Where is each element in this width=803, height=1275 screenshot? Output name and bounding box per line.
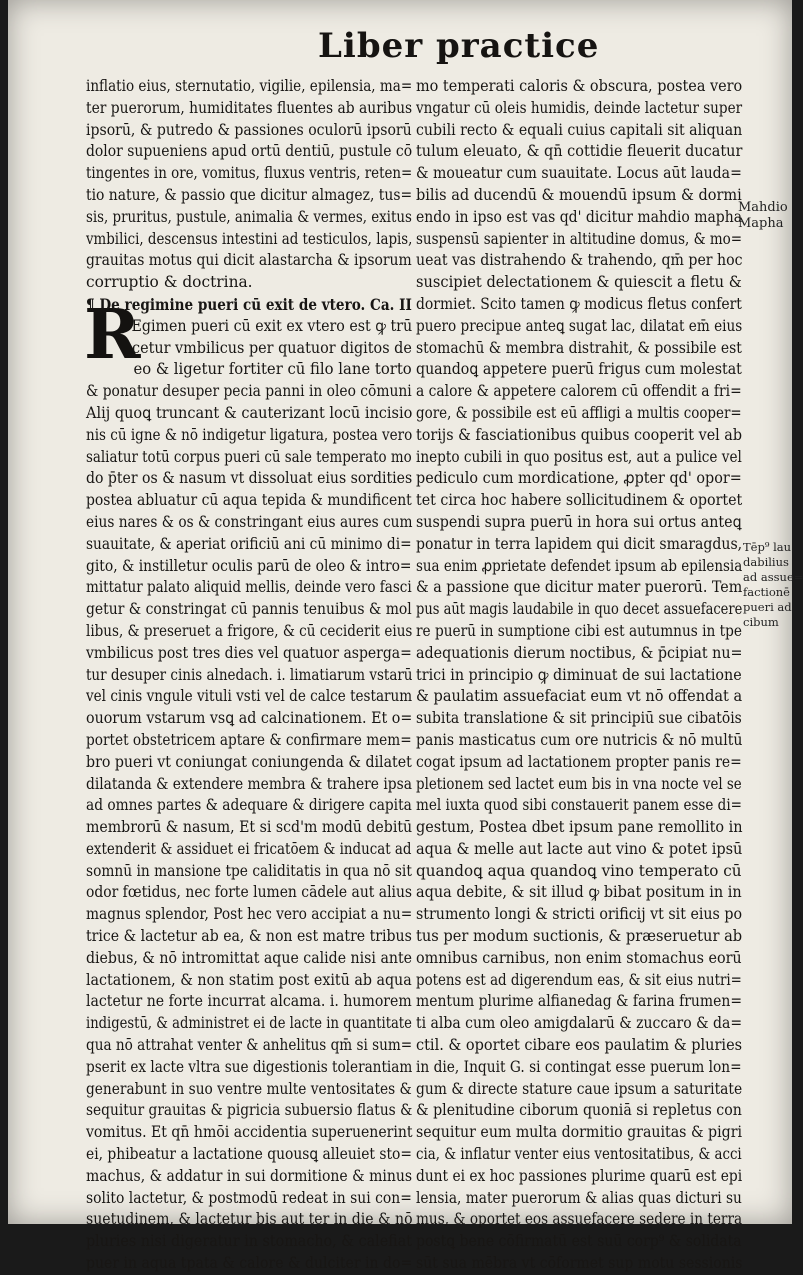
text-line: cetur vmbilicus per quatuor digitos de bbox=[132, 338, 412, 357]
margin-note-mahdio bbox=[738, 200, 788, 232]
text-line: subita translatione & sit principiū sue cibatōis bbox=[416, 709, 742, 728]
text-line: tet circa hoc habere sollicitudinem & oportet bbox=[416, 491, 743, 510]
text-line: pluries nisi digeratur in stomacho, & calefiat bbox=[86, 1232, 413, 1251]
left-text-column bbox=[86, 76, 416, 1275]
text-line: eo & ligetur fortiter cū filo lane torto bbox=[133, 360, 412, 379]
text-line: stomachū & membra distrahit, & possibile est bbox=[416, 338, 742, 357]
text-line: & plenitudine ciborum quoniā si repletus con bbox=[416, 1101, 742, 1120]
text-line: suscipiet delectationem & quiescit a fletu & bbox=[416, 273, 742, 292]
text-line: sequitur eum multa dormitio grauitas & pigri bbox=[416, 1123, 743, 1142]
margin-note-line: pueri ad bbox=[743, 600, 792, 614]
text-line: Alij quoꝗ truncant & cauterizant locū incisio bbox=[86, 403, 413, 422]
text-line: indigestū, & administret ei de lacte in quantitate bbox=[86, 1014, 412, 1033]
text-line: gestum, Postea dbet ipsum pane remollito in bbox=[416, 818, 743, 837]
text-line: solito lactetur, & postmodū redeat in sui con= bbox=[86, 1188, 412, 1207]
text-line: suauitate, & aperiat orificiū ani cū minimo di= bbox=[86, 534, 412, 553]
text-line: lensia, mater puerorum & alias quas dicturi su bbox=[416, 1188, 742, 1207]
text-line: cia, & inflatur venter eius ventositatibus, & acci bbox=[416, 1145, 742, 1164]
text-line: omnibus carnibus, non enim stomachus eorū bbox=[416, 948, 742, 967]
text-line: ueat vas distrahendo & trahendo, qm̄ per hoc bbox=[416, 251, 743, 270]
text-line: postea abluatur cū aqua tepida & mundificent bbox=[86, 491, 412, 510]
text-line: machus, & addatur in sui dormitione & minus bbox=[86, 1166, 413, 1185]
text-line: sequitur grauitas & pigricia subuersio flatus & bbox=[86, 1101, 413, 1120]
text-line: bro pueri vt coniungat coniungenda & dilatet bbox=[86, 752, 412, 771]
text-line: mentum plurime alfianedag & farina frumen= bbox=[416, 992, 742, 1011]
text-line: sua enim ꝓprietate defendet ipsum ab epilensia bbox=[416, 556, 743, 575]
text-line: grauitas motus qui dicit alastarcha & ipsorum bbox=[86, 251, 412, 270]
text-line: postꝗ bene cōfirmatū est suū corp⁹ & solidata bbox=[416, 1232, 742, 1251]
text-line: do p̄ter os & nasum vt dissoluat eius sordities bbox=[86, 469, 413, 488]
text-line: vel cinis vngule vituli vsti vel de calce testarum bbox=[86, 687, 413, 706]
text-line: torijs & fasciationibus quibus cooperit vel ab bbox=[416, 425, 743, 444]
text-line: trici in principio ꝙ diminuat de sui lactatione bbox=[416, 665, 742, 684]
margin-note-line: Tēp⁹ lau bbox=[743, 540, 792, 554]
margin-note-line: dabilius bbox=[743, 555, 789, 569]
text-line: quandoꝗ aqua quandoꝗ vino temperato cū bbox=[416, 861, 742, 880]
text-line: adequationis dierum noctibus, & p̄cipiat nu= bbox=[416, 643, 743, 662]
text-line: aqua & melle aut lacte aut vino & potet ipsū bbox=[416, 839, 743, 858]
text-line: pletionem sed lactet eum bis in vna nocte vel se bbox=[416, 774, 742, 793]
text-line: getur & constringat cū pannis tenuibus & mol bbox=[86, 600, 412, 619]
text-line: trice & lactetur ab ea, & non est matre tribus bbox=[86, 927, 412, 946]
text-line: pus aūt magis laudabile in quo decet assuefacere bbox=[416, 600, 743, 619]
page-header-title: Liber practice bbox=[318, 26, 600, 66]
margin-note-mahdio-line: Mahdio bbox=[738, 200, 788, 215]
text-line: cogat ipsum ad lactationem propter panis re= bbox=[416, 752, 742, 771]
text-line: gum & directe stature caue ipsum a saturitate bbox=[416, 1079, 743, 1098]
margin-note-line: cibum bbox=[743, 615, 779, 629]
text-line: aqua debite, & sit illud ꝙ bibat positum in in bbox=[416, 883, 742, 902]
text-line: tulum eleuato, & qn̄ cottidie fleuerit ducatur bbox=[416, 142, 743, 161]
text-line: inepto cubili in quo positus est, aut a pulice vel bbox=[416, 447, 742, 466]
text-line: potens est ad digerendum eas, & sit eius nutri= bbox=[416, 970, 742, 989]
text-line: puero precipue anteꝗ sugat lac, dilatat em̄ eius bbox=[416, 316, 743, 335]
text-line: lactetur ne forte incurrat alcama. i. humorem bbox=[86, 992, 412, 1011]
book-page bbox=[8, 0, 803, 1273]
text-line: tio nature, & passio que dicitur almagez, tus= bbox=[86, 185, 413, 204]
text-line: generabunt in suo ventre multe ventositates & bbox=[86, 1079, 412, 1098]
text-line: odor fœtidus, nec forte lumen cādele aut alius bbox=[86, 883, 413, 902]
text-line: ti alba cum oleo amigdalarū & zuccaro & da= bbox=[416, 1014, 743, 1033]
text-line: ad omnes partes & adequare & dirigere capita bbox=[86, 796, 412, 815]
text-line: ponatur in terra lapidem qui dicit smaragdus, bbox=[416, 534, 743, 553]
margin-note-line: ad assue= bbox=[743, 570, 803, 584]
text-line: panis masticatus cum ore nutricis & nō multū bbox=[416, 730, 743, 749]
text-line: dunt ei ex hoc passiones plurime quarū est epi bbox=[416, 1166, 743, 1185]
margin-note-mapha-line: Mapha bbox=[738, 216, 784, 231]
text-line: suspendi supra puerū in hora sui ortus anteꝗ bbox=[416, 512, 742, 531]
drop-cap-initial: R bbox=[84, 295, 141, 375]
text-line: a calore & appetere calorem cū offendit a fri= bbox=[416, 382, 742, 401]
text-line: sis, pruritus, pustule, animalia & vermes, exitus bbox=[86, 207, 412, 226]
text-line: vngatur cū oleis humidis, deinde lactetur super bbox=[416, 98, 743, 117]
text-line: cubili recto & equali cuius capitali sit aliquan bbox=[416, 120, 743, 139]
margin-note-tempus bbox=[743, 540, 803, 630]
text-line: magnus splendor, Post hec vero accipiat a nu= bbox=[86, 905, 413, 924]
text-line: nis cū igne & nō indigetur ligatura, postea vero bbox=[86, 425, 413, 444]
margin-note-line: factionē bbox=[743, 585, 790, 599]
text-line: suetudinem, & lactetur bis aut ter in die & nō bbox=[86, 1210, 413, 1229]
text-line: suspensū sapienter in altitudine domus, & mo= bbox=[416, 229, 743, 248]
text-line: dormiet. Scito tamen ꝙ modicus fletus confert bbox=[416, 294, 742, 313]
text-line: gore, & possibile est eū affligi a multis cooper= bbox=[416, 403, 742, 422]
text-line: sūt sua mēbra vt cōformet sup motu sessionis bbox=[416, 1254, 743, 1273]
text-line: dilatanda & extendere membra & trahere ipsa bbox=[86, 774, 412, 793]
text-line: saliatur totū corpus pueri cū sale temperato mo bbox=[86, 447, 412, 466]
text-line: & a passione que dicitur mater puerorū. Tem bbox=[416, 578, 743, 597]
text-line: mus, & oportet eos assuefacere sedere in terra bbox=[416, 1210, 743, 1229]
text-line: tus per modum suctionis, & præseruetur ab bbox=[416, 927, 743, 946]
text-line: tingentes in ore, vomitus, fluxus ventris, reten= bbox=[86, 164, 413, 183]
text-line: mittatur palato aliquid mellis, deinde vero fasci bbox=[86, 578, 412, 597]
text-line: puer in aqua tpata & calore & dulciter in do= bbox=[86, 1254, 413, 1273]
text-line: lactationem, & non statim post exitū ab aqua bbox=[86, 970, 412, 989]
text-line: diebus, & nō intromittat aque calide nisi ante bbox=[86, 948, 413, 967]
text-line: gito, & instilletur oculis parū de oleo & intro= bbox=[86, 556, 412, 575]
text-line: libus, & preseruet a frigore, & cū ceciderit eius bbox=[86, 621, 413, 640]
text-line: ctil. & oportet cibare eos paulatim & pluries bbox=[416, 1036, 743, 1055]
text-line: & paulatim assuefaciat eum vt nō offendat a bbox=[416, 687, 743, 706]
text-line: mo temperati caloris & obscura, postea vero bbox=[416, 77, 743, 95]
text-line: portet obstetricem aptare & confirmare mem= bbox=[86, 730, 412, 749]
text-line: vmbilici, descensus intestini ad testiculos, lapis, bbox=[86, 229, 413, 248]
text-line: vmbilicus post tres dies vel quatuor asperga= bbox=[86, 643, 412, 662]
text-line: mel iuxta quod sibi constauerit panem esse di= bbox=[416, 796, 742, 815]
text-line: quandoꝗ appetere puerū frigus cum molestat bbox=[416, 360, 742, 379]
text-line: pediculo cum mordicatione, ꝓpter qd' opor= bbox=[416, 469, 742, 488]
text-line: tur desuper cinis alnedach. i. limatiarum vstarū bbox=[86, 665, 413, 684]
text-line: strumento longi & stricti orificij vt sit eius po bbox=[416, 905, 743, 924]
text-line: eius nares & os & constringant eius aures cum bbox=[86, 512, 413, 531]
text-line: endo in ipso est vas qd' dicitur mahdio mapha bbox=[416, 207, 743, 226]
text-line: & moueatur cum suauitate. Locus aūt lauda= bbox=[416, 164, 742, 183]
text-line: ter puerorum, humiditates fluentes ab auribus bbox=[86, 98, 413, 117]
text-line: Egimen pueri cū exit ex vtero est ꝙ trū bbox=[131, 316, 413, 335]
text-line: qua nō attrahat venter & anhelitus qm̄ si sum= bbox=[86, 1036, 413, 1055]
text-line: membrorū & nasum, Et si scd'm modū debitū bbox=[86, 818, 413, 837]
text-line: vomitus. Et qn̄ hmōi accidentia superuenerint bbox=[86, 1123, 413, 1142]
text-line: somnū in mansione tpe caliditatis in qua nō sit bbox=[86, 861, 412, 880]
right-text-column bbox=[416, 76, 746, 1275]
text-line: re puerū in sumptione cibi est autumnus in tpe bbox=[416, 621, 742, 640]
text-line: extenderit & assiduet ei fricatōem & inducat ad bbox=[86, 839, 412, 858]
text-line: & ponatur desuper pecia panni in oleo cōmuni bbox=[86, 382, 412, 401]
text-line: ei, phibeatur a lactatione quousꝗ alleuiet sto= bbox=[86, 1145, 412, 1164]
text-line: ouorum vstarum vsꝗ ad calcinationem. Et o= bbox=[86, 709, 413, 728]
text-line: dolor supueniens apud ortū dentiū, pustule cō bbox=[86, 142, 413, 161]
text-line: pserit ex lacte vltra sue digestionis tolerantiam bbox=[86, 1057, 413, 1076]
text-line: ipsorū, & putredo & passiones oculorū ipsorū bbox=[86, 120, 412, 139]
text-line: corruptio & doctrina. bbox=[86, 273, 253, 292]
text-line: inflatio eius, sternutatio, vigilie, epilensia, ma= bbox=[86, 77, 413, 95]
text-line: in die, Inquit G. si contingat esse puerum lon= bbox=[416, 1057, 742, 1076]
text-line: bilis ad ducendū & mouendū ipsum & dormi bbox=[416, 185, 742, 204]
chapter-heading: ¶ De regimine pueri cū exit de vtero. Ca. II bbox=[86, 294, 412, 314]
